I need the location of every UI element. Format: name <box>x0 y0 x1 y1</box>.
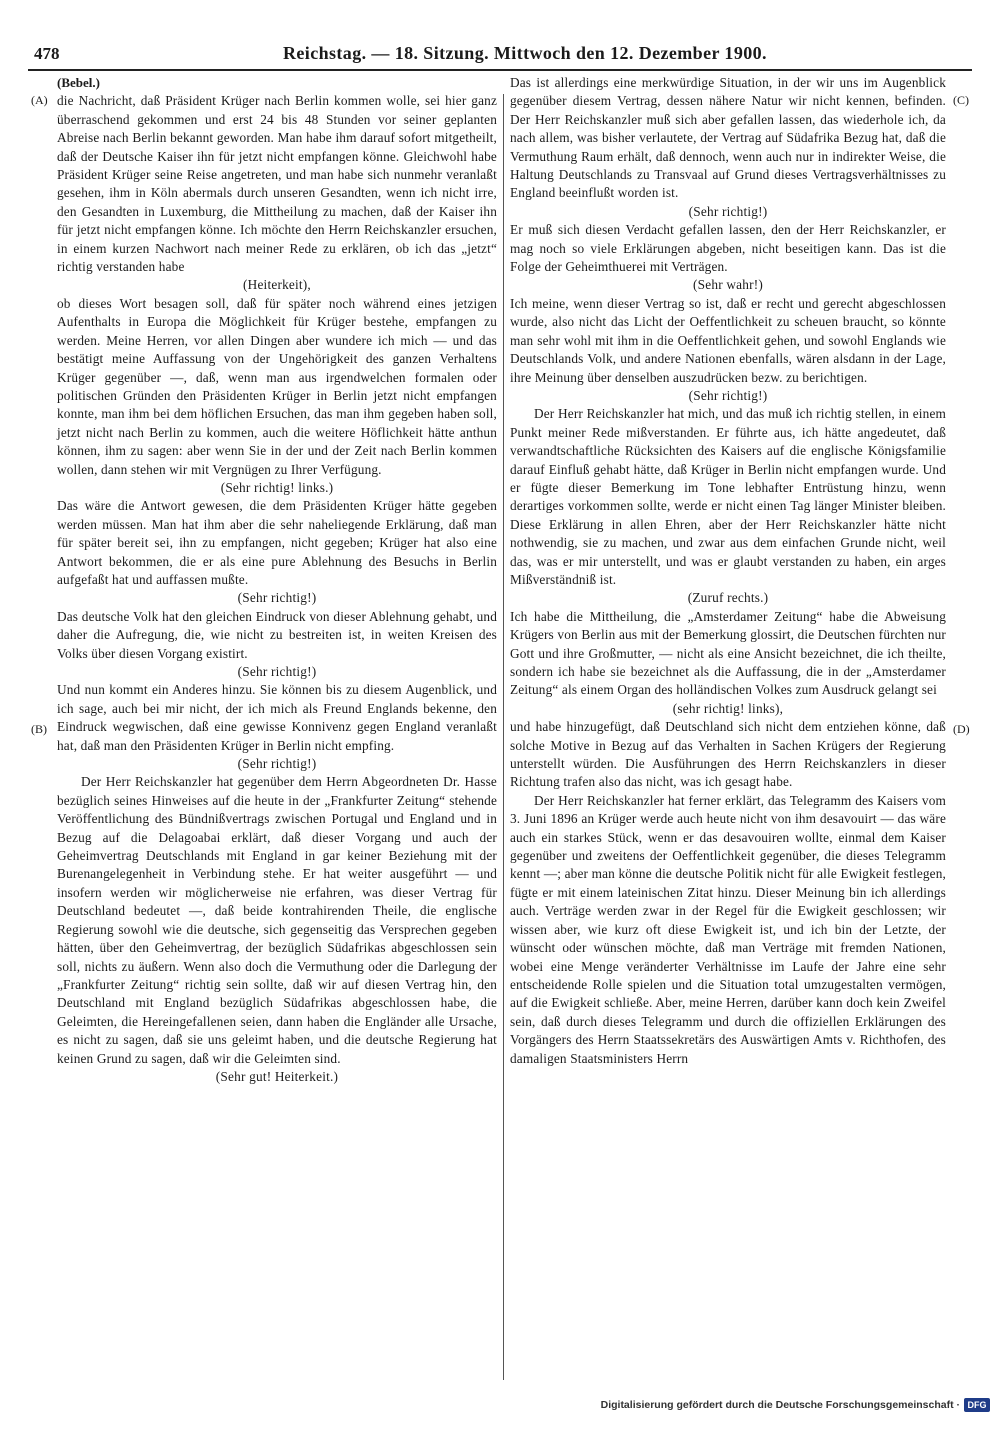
interjection: (Zuruf rechts.) <box>687 590 769 606</box>
page-header <box>28 40 972 70</box>
interjection: (sehr richtig! links), <box>672 700 784 716</box>
paragraph: Ich habe die Mittheilung, die „Amsterdamer Zeitung“ habe die Abweisung Krügers von Berlin aus mit der Bemerkung glossirt, die Deutschen fürchten nur Gott und ihre Großmutter, — nicht als eine Ansicht bezeichnet, die ich theilte, sondern ich habe sie bezeichnet als die Auffassung, die in der „Amsterdamer Zeitung“ als einem Organ des holländischen Volkes zum Ausdruck gelangt sei <box>510 608 946 698</box>
column-divider <box>503 94 504 1380</box>
interjection: (Heiterkeit), <box>243 277 311 293</box>
interjection: (Sehr richtig! links.) <box>220 479 334 495</box>
footer <box>601 1395 990 1415</box>
interjection: (Sehr gut! Heiterkeit.) <box>215 1068 339 1084</box>
interjection: (Sehr wahr!) <box>693 277 763 293</box>
interjection: (Sehr richtig!) <box>688 387 768 403</box>
dfg-logo-icon: DFG <box>964 1398 990 1412</box>
interjection: (Sehr richtig!) <box>688 203 768 219</box>
page-number: 478 <box>34 44 60 63</box>
interjection: (Sehr richtig!) <box>237 756 317 772</box>
paragraph: Er muß sich diesen Verdacht gefallen lassen, den der Herr Reichskanzler, er mag noch so viele Erklärungen abgeben, nicht beseitigen kann. Das ist die Folge der Geheimthuerei mit Verträgen. <box>510 222 946 275</box>
paragraph: Das wäre die Antwort gewesen, die dem Präsidenten Krüger hätte gegeben werden müssen. Man hat ihm aber die sehr naheliegende Erklärung, daß man für später bereit sei, ihn zu empfangen, nicht gegeben; Krüger hat also eine Antwort bekommen, die er als eine pure Ablehnung des Besuchs in Berlin aufgefaßt hat und auffassen mußte. <box>57 498 497 587</box>
margin-marker-b: (B) <box>31 722 47 736</box>
header-rule <box>28 69 972 71</box>
interjection: (Sehr richtig!) <box>237 590 317 606</box>
paragraph: Das deutsche Volk hat den gleichen Eindruck von dieser Ablehnung gehabt, und daher die Aufregung, die, wie nicht zu bestreiten ist, in weiten Kreisen des Volks über diesen Vorgang existirt. <box>57 608 497 661</box>
paragraph: ob dieses Wort besagen soll, daß für später noch während eines jetzigen Aufenthalts in Europa die Möglichkeit für Krüger bestehe, empfangen zu werden. Meine Herren, vor allen Dingen aber wundere ich mich — und das bestätigt meine Auffassung von der Ungehörigkeit des ganzen Verhaltens Krüger gegenüber —, daß, wenn man aus irgendwelchen formalen oder politischen Gründen den Präsidenten Krüger in Berlin jetzt nicht empfangen konnte, man ihm bei dem höflichen Ersuchen, das man ihm gegeben haben soll, jetzt nicht nach Berlin zu kommen, auch die weitere Höflichkeit hätte anthun können, ihm zu sagen: aber wenn Sie in der und der Zeit nach Berlin kommen wollen, dann stehen wir mit Vergnügen zu Ihrer Verfügung. <box>57 295 497 477</box>
margin-marker-d: (D) <box>953 722 970 736</box>
paragraph: die Nachricht, daß Präsident Krüger nach Berlin kommen wolle, sei hier ganz überraschend gekommen und erst 24 bis 48 Stunden vor seiner geplanten Abreise nach Berlin bekannt geworden. Man habe ihm darauf sofort mitgetheilt, daß der Deutsche Kaiser ihn für jetzt nicht empfangen könne. Gleichwohl habe Präsident Krüger seine Reise angetreten, und man habe sich nunmehr veranlaßt gesehen, ihm in Köln abermals durch unseren Gesandten, wenn ich nicht irre, den Gesandten in Luxemburg, die Mittheilung zu machen, daß der Kaiser ihn für jetzt nicht empfangen könne. Ich möchte den Herrn Reichskanzler ersuchen, in einem kurzen Nachwort nach meiner Rede zu erklären, ob ich das „jetzt“ richtig verstanden habe <box>57 93 497 275</box>
paragraph: Ich meine, wenn dieser Vertrag so ist, daß er recht und gerecht abgeschlossen wurde, also nicht das Licht der Oeffentlichkeit zu scheuen braucht, so könnte man sehr wohl mit ihm in die Oeffentlichkeit gehen, und sowohl Englands wie Deutschlands Volk, und andere Nationen ebenfalls, wären alsdann in der Lage, ihre Meinung über denselben auszudrücken bezw. zu berichtigen. <box>510 295 946 385</box>
funding-note: Digitalisierung gefördert durch die Deutsche Forschungsgemeinschaft · <box>600 1399 960 1411</box>
paragraph: Der Herr Reichskanzler hat mich, und das muß ich richtig stellen, in einem Punkt meiner Rede mißverstanden. Er führte aus, ich hätte angedeutet, daß verwandtschaftliche Rücksichten des Kaisers auf die englische Königsfamilie darauf Einfluß gehabt hätte, daß Krüger in Berlin nicht empfangen wurde. Und er fügte dieser Bemerkung im Tone lebhafter Entrüstung hinzu, wenn derartiges vorkommen sollte, werde er nicht einen Tag länger Minister bleiben. Diese Erklärung in allen Ehren, aber der Herr Reichskanzler hätte nicht nothwendig, sie zu machen, und zwar aus dem einfachen Grunde nicht, weil das, was er mir unterstellt, und was er glaubt verstanden zu haben, ein arges Mißverständniß ist. <box>510 406 946 587</box>
margin-marker-c: (C) <box>953 93 969 107</box>
interjection: (Sehr richtig!) <box>237 664 317 679</box>
paragraph: Und nun kommt ein Anderes hinzu. Sie können bis zu diesem Augenblick, und ich sage, auch bei mir nicht, der ich mich als Freund Englands bekenne, den Eindruck wegwischen, daß eine gewisse Konnivenz gegen England veranlaßt hat, daß man den Präsidenten Krüger in Berlin nicht empfing. <box>57 682 497 753</box>
paragraph: und habe hinzugefügt, daß Deutschland sich nicht dem entziehen könne, daß solche Motive in Bezug auf das Verhalten in Sachen Krügers der Regierung unterstellt würden. Die Ausführungen des Herrn Reichskanzlers in dieser Richtung trafen also das nicht, was ich gesagt habe. <box>510 719 946 790</box>
left-column <box>57 74 497 1086</box>
speaker-name: (Bebel.) <box>57 75 100 90</box>
page-title: Reichstag. — 18. Sitzung. Mittwoch den 12. Dezember 1900. <box>283 43 767 63</box>
right-column <box>510 74 946 1068</box>
paragraph: Der Herr Reichskanzler hat ferner erklärt, das Telegramm des Kaisers vom 3. Juni 1896 an Krüger werde auch heute nicht von ihm desavouirt — das wäre auch ein starkes Stück, wenn er das desavouiren wollte, einmal dem Kaiser gegenüber und zweitens der Oeffentlichkeit gegenüber, die dieses Telegramm kennt —; aber man könne die deutsche Politik nicht für alle Ewigkeit festlegen, fügte er mit einem lateinischen Zitat hinzu. Dieser Meinung bin ich allerdings auch. Verträge werden zwar in der Regel für die Ewigkeit geschlossen; wir wissen aber, wie kurz oft diese Ewigkeit ist, und ich bin der Letzte, der wünscht oder wünschen möchte, daß man Verträge mit fremden Nationen, wobei eine Menge veränderter Verhältnisse im Laufe der Jahre eine sehr entscheidende Rolle spielen und die Situation total umzugestalten vermögen, auf die Ewigkeit schließe. Aber, meine Herren, darüber kann doch kein Zweifel sein, daß durch dieses Telegramm und durch die offiziellen Erklärungen des Vorgängers des Herrn Staatssekretärs des Auswärtigen Amts v. Richthofen, des damaligen Staatsministers Herrn <box>510 792 946 1066</box>
margin-marker-a: (A) <box>31 93 48 107</box>
paragraph: Der Herr Reichskanzler hat gegenüber dem Herrn Abgeordneten Dr. Hasse bezüglich seines Hinweises auf die heute in der „Frankfurter Zeitung“ stehende Veröffentlichung des Bündnißvertrags zwischen Portugal und England und in Bezug auf die Delagoabai erklärt, daß dieser Vorgang und auch der Geheimvertrag Deutschlands mit England in gar keiner Beziehung mit der Burenangelegenheit in Verbindung stehe. Er hat weiter ausgeführt — und insofern werden wir möglicherweise nie erfahren, was dieser Vertrag für Deutschland bedeutet —, daß beide kontrahirenden Theile, die englische Regierung sowohl wie die deutsche, sich gegenseitig das Versprechen gegeben hätten, über den Geheimvertrag, der bezüglich Südafrikas abgeschlossen sein soll, nichts zu äußern. Wenn also doch die Vermuthung oder die Darlegung der „Frankfurter Zeitung“ richtig sein sollte, daß wir auf diesen Vertrag hin, den Deutschland mit England bezüglich Südafrikas abgeschlossen habe, die Geleimten, die Hereingefallenen seien, dann haben die Engländer alle Ursache, es nicht zu sagen, daß sie uns geleimt haben, und die deutsche Regierung hat keinen Grund zu sagen, daß wir die Geleimten sind. <box>57 774 497 1066</box>
paragraph: Das ist allerdings eine merkwürdige Situation, in der wir uns im Augenblick gegenüber diesem Vertrag, dessen nähere Natur wir nicht kennen, befinden. Der Herr Reichskanzler muß sich aber gefallen lassen, das wiederhole ich, da nach allem, was bisher verlautete, der Vertrag auf Südafrika Bezug hat, daß die Vermuthung Raum erhält, daß dennoch, wenn auch nur in indirekter Weise, die Haltung Deutschlands zu Transvaal auf Grund dieses Vertragsverhältnisses zu England beeinflußt worden ist. <box>510 75 946 201</box>
